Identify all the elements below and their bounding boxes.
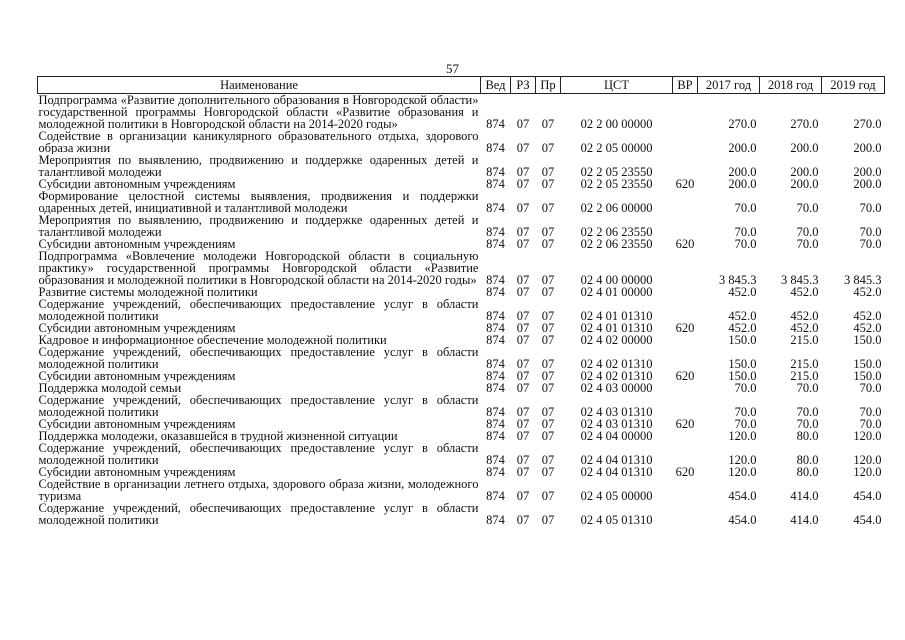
cell-ved: 874: [486, 117, 505, 130]
cell-2017: 3 845.3: [719, 273, 757, 286]
cell-2019: 150.0: [853, 370, 882, 382]
cell-2017: 200.0: [728, 165, 757, 178]
cell-2019: 150.0: [853, 357, 882, 370]
cell-pr: 07: [541, 382, 555, 394]
cell-vr: [673, 214, 698, 238]
cell-pr: 07: [541, 357, 555, 370]
cell-cst: 02 2 05 23550: [580, 178, 653, 190]
cell-pr: 07: [541, 201, 555, 214]
cell-pr: 07: [541, 334, 555, 346]
header-ved: Вед: [481, 77, 511, 94]
cell-cst: 02 4 03 01310: [580, 405, 653, 418]
cell-2017: 120.0: [728, 453, 757, 466]
cell-ved: 874: [486, 489, 505, 502]
cell-name: Поддержка молодой семьи: [38, 382, 182, 394]
cell-rz: 07: [516, 405, 530, 418]
cell-2019: 200.0: [853, 165, 882, 178]
cell-rz: 07: [516, 418, 530, 430]
cell-rz: 07: [516, 141, 530, 154]
cell-2019: 70.0: [859, 418, 882, 430]
cell-name: Подпрограмма «Развитие дополнительного образования в Новгородской области» государственной программы Новгородской области «Развитие образования и молодежной политики в Новгородской области на 2014-2020 годы»: [38, 93, 479, 130]
cell-2019: 200.0: [853, 178, 882, 190]
table-row: [38, 478, 885, 502]
cell-2019: 270.0: [853, 117, 882, 130]
cell-rz: 07: [516, 273, 530, 286]
cell-ved: 874: [486, 382, 505, 394]
cell-pr: 07: [541, 273, 555, 286]
cell-rz: 07: [516, 453, 530, 466]
cell-2017: 120.0: [728, 466, 757, 478]
cell-2017: 120.0: [728, 430, 757, 442]
cell-ved: 874: [486, 430, 505, 442]
cell-ved: 874: [486, 141, 505, 154]
cell-pr: 07: [541, 405, 555, 418]
cell-pr: 07: [541, 513, 555, 526]
cell-cst: 02 2 06 23550: [580, 238, 653, 250]
cell-cst: 02 2 06 00000: [580, 201, 653, 214]
cell-rz: 07: [516, 489, 530, 502]
cell-rz: 07: [516, 309, 530, 322]
cell-2018: 200.0: [790, 141, 819, 154]
cell-cst: 02 4 02 00000: [580, 334, 653, 346]
cell-pr: 07: [541, 489, 555, 502]
budget-table: [37, 76, 885, 526]
cell-ved: 874: [486, 418, 505, 430]
cell-vr: [673, 190, 698, 214]
cell-2018: 3 845.3: [781, 273, 819, 286]
cell-2019: 200.0: [853, 141, 882, 154]
cell-2018: 80.0: [796, 453, 819, 466]
cell-name: Субсидии автономным учреждениям: [38, 178, 236, 190]
cell-rz: 07: [516, 178, 530, 190]
cell-name: Подпрограмма «Вовлечение молодежи Новгородской области в социальную практику» государственной программы Новгородской области «Развитие образования и молодежной политики в Новгородской области на 2014-2020 годы»: [38, 250, 479, 286]
table-row: [38, 130, 885, 154]
cell-cst: 02 4 04 01310: [580, 453, 653, 466]
cell-2018: 452.0: [790, 286, 819, 298]
cell-vr: [673, 334, 698, 346]
cell-vr: [673, 478, 698, 502]
cell-name: Содействие в организации каникулярного образовательного отдыха, здорового образа жизни: [38, 130, 479, 154]
cell-vr: [673, 502, 698, 526]
table-row: [38, 346, 885, 370]
table-row: [38, 214, 885, 238]
cell-ved: 874: [486, 405, 505, 418]
cell-2018: 414.0: [790, 513, 819, 526]
cell-2018: 70.0: [796, 238, 819, 250]
cell-pr: 07: [541, 238, 555, 250]
cell-2019: 452.0: [853, 309, 882, 322]
cell-name: Содействие в организации летнего отдыха, здорового образа жизни, молодежного туризма: [38, 478, 479, 502]
cell-cst: 02 2 05 23550: [580, 165, 653, 178]
cell-2019: 70.0: [859, 405, 882, 418]
cell-vr: [673, 286, 698, 298]
cell-2019: 452.0: [853, 322, 882, 334]
cell-name: Развитие системы молодежной политики: [38, 286, 258, 298]
cell-pr: 07: [541, 165, 555, 178]
cell-ved: 874: [486, 201, 505, 214]
cell-pr: 07: [541, 430, 555, 442]
cell-cst: 02 4 02 01310: [580, 357, 653, 370]
cell-ved: 874: [486, 466, 505, 478]
cell-2017: 454.0: [728, 489, 757, 502]
cell-cst: 02 2 05 00000: [580, 141, 653, 154]
table-row: [38, 502, 885, 526]
cell-ved: 874: [486, 225, 505, 238]
cell-ved: 874: [486, 165, 505, 178]
cell-rz: 07: [516, 334, 530, 346]
cell-cst: 02 4 05 01310: [580, 513, 653, 526]
cell-2017: 200.0: [728, 178, 757, 190]
cell-2018: 70.0: [796, 225, 819, 238]
cell-2018: 70.0: [796, 405, 819, 418]
table-row: [38, 430, 885, 442]
cell-2019: 70.0: [859, 238, 882, 250]
cell-rz: 07: [516, 165, 530, 178]
cell-2018: 80.0: [796, 466, 819, 478]
header-2017: 2017 год: [698, 77, 760, 94]
cell-ved: 874: [486, 357, 505, 370]
cell-name: Поддержка молодежи, оказавшейся в трудной жизненной ситуации: [38, 430, 398, 442]
cell-2019: 120.0: [853, 466, 882, 478]
cell-2019: 70.0: [859, 382, 882, 394]
cell-2018: 215.0: [790, 370, 819, 382]
header-pr: Пр: [536, 77, 561, 94]
cell-2017: 270.0: [728, 117, 757, 130]
cell-pr: 07: [541, 322, 555, 334]
table-row: [38, 190, 885, 214]
cell-2018: 215.0: [790, 357, 819, 370]
cell-ved: 874: [486, 309, 505, 322]
cell-name: Мероприятия по выявлению, продвижению и поддержке одаренных детей и талантливой молодежи: [38, 154, 479, 178]
cell-2017: 70.0: [734, 405, 757, 418]
cell-ved: 874: [486, 513, 505, 526]
cell-2017: 70.0: [734, 382, 757, 394]
cell-2017: 70.0: [734, 201, 757, 214]
cell-name: Содержание учреждений, обеспечивающих предоставление услуг в области молодежной политики: [38, 502, 479, 526]
cell-ved: 874: [486, 322, 505, 334]
cell-cst: 02 4 03 01310: [580, 418, 653, 430]
cell-rz: 07: [516, 382, 530, 394]
cell-vr: 620: [675, 238, 695, 250]
cell-ved: 874: [486, 238, 505, 250]
cell-ved: 874: [486, 453, 505, 466]
table-row: [38, 298, 885, 322]
cell-vr: 620: [675, 322, 695, 334]
table-row: [38, 394, 885, 418]
cell-name: Содержание учреждений, обеспечивающих предоставление услуг в области молодежной политики: [38, 298, 479, 322]
cell-cst: 02 4 04 01310: [580, 466, 653, 478]
table-row: [38, 286, 885, 298]
cell-2017: 150.0: [728, 370, 757, 382]
cell-cst: 02 2 06 23550: [580, 225, 653, 238]
cell-pr: 07: [541, 117, 555, 130]
cell-vr: [673, 346, 698, 370]
cell-2018: 452.0: [790, 309, 819, 322]
cell-rz: 07: [516, 238, 530, 250]
cell-pr: 07: [541, 418, 555, 430]
table-row: [38, 442, 885, 466]
cell-2018: 200.0: [790, 178, 819, 190]
cell-cst: 02 4 03 00000: [580, 382, 653, 394]
cell-2018: 70.0: [796, 382, 819, 394]
table-row: [38, 466, 885, 478]
header-rz: РЗ: [511, 77, 536, 94]
cell-pr: 07: [541, 453, 555, 466]
cell-name: Субсидии автономным учреждениям: [38, 466, 236, 478]
cell-pr: 07: [541, 466, 555, 478]
cell-vr: [673, 394, 698, 418]
cell-2019: 70.0: [859, 201, 882, 214]
cell-name: Формирование целостной системы выявления, продвижения и поддержки одаренных детей, инициативной и талантливой молодежи: [38, 190, 479, 214]
cell-2017: 200.0: [728, 141, 757, 154]
cell-2018: 200.0: [790, 165, 819, 178]
cell-pr: 07: [541, 178, 555, 190]
cell-rz: 07: [516, 466, 530, 478]
table-row: [38, 322, 885, 334]
cell-pr: 07: [541, 225, 555, 238]
cell-rz: 07: [516, 117, 530, 130]
cell-2019: 120.0: [853, 430, 882, 442]
cell-2017: 452.0: [728, 322, 757, 334]
cell-ved: 874: [486, 286, 505, 298]
cell-2019: 120.0: [853, 453, 882, 466]
page-number: 57: [446, 61, 459, 76]
cell-cst: 02 2 00 00000: [580, 117, 653, 130]
cell-ved: 874: [486, 178, 505, 190]
cell-2019: 454.0: [853, 489, 882, 502]
cell-vr: [673, 94, 698, 131]
cell-vr: 620: [675, 178, 695, 190]
cell-2018: 215.0: [790, 334, 819, 346]
header-name: Наименование: [38, 77, 481, 94]
header-cst: ЦСТ: [561, 77, 673, 94]
header-vr: ВР: [673, 77, 698, 94]
cell-name: Мероприятия по выявлению, продвижению и поддержке одаренных детей и талантливой молодежи: [38, 214, 479, 238]
cell-cst: 02 4 02 01310: [580, 370, 653, 382]
cell-rz: 07: [516, 201, 530, 214]
cell-2019: 452.0: [853, 286, 882, 298]
cell-vr: [673, 154, 698, 178]
cell-2017: 150.0: [728, 334, 757, 346]
cell-2017: 452.0: [728, 286, 757, 298]
cell-2018: 80.0: [796, 430, 819, 442]
cell-2017: 70.0: [734, 238, 757, 250]
cell-ved: 874: [486, 334, 505, 346]
cell-cst: 02 4 01 01310: [580, 322, 653, 334]
table-row: [38, 250, 885, 286]
cell-vr: [673, 442, 698, 466]
cell-cst: 02 4 00 00000: [580, 273, 653, 286]
cell-vr: 620: [675, 466, 695, 478]
cell-2018: 70.0: [796, 201, 819, 214]
cell-cst: 02 4 04 00000: [580, 430, 653, 442]
cell-2019: 454.0: [853, 513, 882, 526]
cell-ved: 874: [486, 273, 505, 286]
table-row: [38, 154, 885, 178]
cell-vr: 620: [675, 370, 695, 382]
cell-2018: 414.0: [790, 489, 819, 502]
cell-ved: 874: [486, 370, 505, 382]
cell-vr: 620: [675, 418, 695, 430]
cell-pr: 07: [541, 141, 555, 154]
cell-2017: 70.0: [734, 418, 757, 430]
cell-2018: 70.0: [796, 418, 819, 430]
cell-vr: [673, 382, 698, 394]
cell-vr: [673, 298, 698, 322]
cell-name: Субсидии автономным учреждениям: [38, 238, 236, 250]
cell-2019: 3 845.3: [844, 273, 882, 286]
cell-2019: 150.0: [853, 334, 882, 346]
cell-cst: 02 4 01 00000: [580, 286, 653, 298]
table-row: [38, 238, 885, 250]
cell-rz: 07: [516, 322, 530, 334]
header-2019: 2019 год: [822, 77, 885, 94]
cell-vr: [673, 250, 698, 286]
cell-rz: 07: [516, 357, 530, 370]
cell-name: Содержание учреждений, обеспечивающих предоставление услуг в области молодежной политики: [38, 346, 479, 370]
cell-rz: 07: [516, 430, 530, 442]
table-row: [38, 418, 885, 430]
cell-pr: 07: [541, 309, 555, 322]
table-header-row: [38, 77, 885, 94]
table-row: [38, 382, 885, 394]
cell-2017: 70.0: [734, 225, 757, 238]
cell-rz: 07: [516, 370, 530, 382]
cell-2019: 70.0: [859, 225, 882, 238]
cell-2018: 452.0: [790, 322, 819, 334]
cell-2018: 270.0: [790, 117, 819, 130]
cell-2017: 452.0: [728, 309, 757, 322]
table-row: [38, 370, 885, 382]
cell-vr: [673, 430, 698, 442]
cell-2017: 150.0: [728, 357, 757, 370]
cell-name: Субсидии автономным учреждениям: [38, 418, 236, 430]
cell-cst: 02 4 05 00000: [580, 489, 653, 502]
cell-rz: 07: [516, 286, 530, 298]
cell-pr: 07: [541, 286, 555, 298]
cell-name: Субсидии автономным учреждениям: [38, 322, 236, 334]
table-row: [38, 178, 885, 190]
cell-name: Содержание учреждений, обеспечивающих предоставление услуг в области молодежной политики: [38, 394, 479, 418]
cell-rz: 07: [516, 225, 530, 238]
cell-pr: 07: [541, 370, 555, 382]
header-2018: 2018 год: [760, 77, 822, 94]
table-body: [38, 94, 885, 527]
cell-2017: 454.0: [728, 513, 757, 526]
cell-name: Содержание учреждений, обеспечивающих предоставление услуг в области молодежной политики: [38, 442, 479, 466]
table-row: [38, 94, 885, 131]
cell-name: Кадровое и информационное обеспечение молодежной политики: [38, 334, 387, 346]
cell-name: Субсидии автономным учреждениям: [38, 370, 236, 382]
cell-cst: 02 4 01 01310: [580, 309, 653, 322]
cell-vr: [673, 130, 698, 154]
cell-rz: 07: [516, 513, 530, 526]
table-row: [38, 334, 885, 346]
